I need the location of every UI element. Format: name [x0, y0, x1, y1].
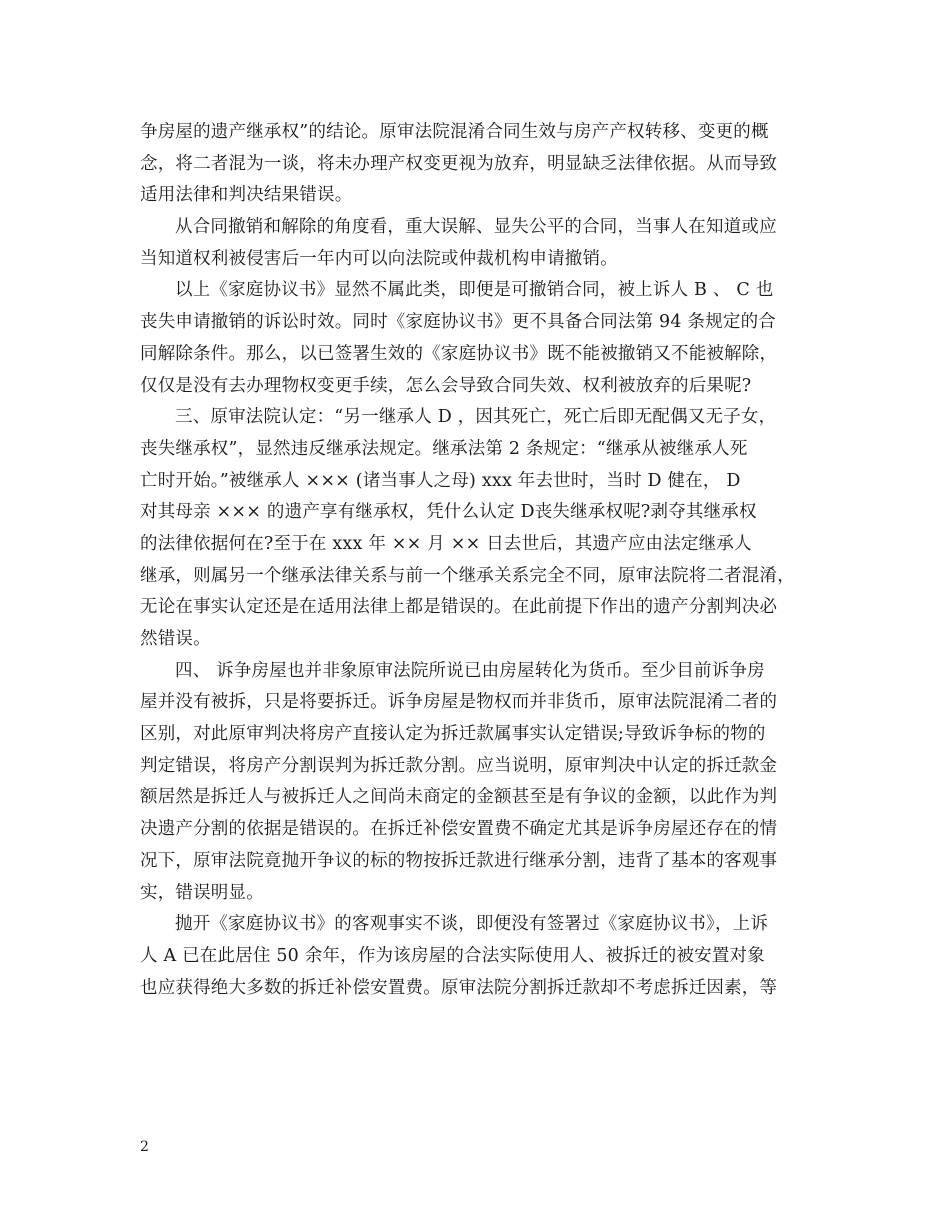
text-line: 判定错误，将房产分割误判为拆迁款分割。应当说明，原审判决中认定的拆迁款金: [140, 755, 778, 776]
text-line: 以上《家庭协议书》显然不属此类，即便是可撤销合同，被上诉人 B 、 C 也: [175, 280, 774, 301]
text-line: 丧失申请撤销的诉讼时效。同时《家庭协议书》更不具备合同法第 94 条规定的合: [140, 312, 776, 333]
text-line: 额居然是拆迁人与被拆迁人之间尚未商定的金额甚至是有争议的金额，以此作为判: [140, 787, 778, 808]
text-line: 当知道权利被侵害后一年内可以向法院或仲裁机构申请撤销。: [140, 248, 618, 269]
text-line: 决遗产分割的依据是错误的。在拆迁补偿安置费不确定尤其是诉争房屋还存在的情: [140, 819, 778, 840]
paragraph-5: [140, 656, 812, 910]
text-line: 的法律依据何在?至于在 xxx 年 ×× 月 ×× 日去世后，其遗产应由法定继承人: [140, 533, 752, 554]
text-line: 无论在事实认定还是在适用法律上都是错误的。在此前提下作出的遗产分割判决必: [140, 597, 778, 618]
text-line: 也应获得绝大多数的拆迁补偿安置费。原审法院分割拆迁款却不考虑拆迁因素，等: [140, 977, 778, 998]
text-line: 同解除条件。那么，以已签署生效的《家庭协议书》既不能被撤销又不能被解除，: [140, 343, 778, 364]
text-line: 从合同撤销和解除的角度看，重大误解、显失公平的合同，当事人在知道或应: [175, 217, 777, 238]
text-line: 仅仅是没有去办理物权变更手续，怎么会导致合同失效、权利被放弃的后果呢?: [140, 375, 752, 396]
text-line: 念，将二者混为一谈，将未办理产权变更视为放弃，明显缺乏法律依据。从而导致: [140, 153, 778, 174]
paragraph-1: [140, 117, 812, 212]
text-line: 四、 诉争房屋也并非象原审法院所说已由房屋转化为货币。至少目前诉争房: [175, 660, 765, 681]
text-line: 亡时开始。”被继承人 ××× (诸当事人之母) xxx 年去世时，当时 D 健在， D: [140, 470, 741, 491]
text-line: 人 A 已在此居住 50 余年，作为该房屋的合法实际使用人、被拆迁的被安置对象: [140, 945, 765, 966]
text-line: 对其母亲 ××× 的遗产享有继承权，凭什么认定 D丧失继承权呢?剥夺其继承权: [140, 502, 757, 523]
text-line: 况下，原审法院竟抛开争议的标的物按拆迁款进行继承分割，违背了基本的客观事: [140, 850, 778, 871]
text-line: 抛开《家庭协议书》的客观事实不谈，即便没有签署过《家庭协议书》，上诉: [175, 914, 769, 935]
text-line: 争房屋的遗产继承权”的结论。原审法院混淆合同生效与房产产权转移、变更的概: [140, 122, 769, 142]
paragraph-3: [140, 275, 812, 402]
text-line: 区别，对此原审判决将房产直接认定为拆迁款属事实认定错误;导致诉争标的物的: [140, 724, 766, 745]
text-line: 屋并没有被拆，只是将要拆迁。诉争房屋是物权而并非货币，原审法院混淆二者的: [140, 692, 778, 713]
text-line: 适用法律和判决结果错误。: [140, 185, 353, 206]
text-line: 然错误。: [140, 629, 211, 649]
text-line: 实，错误明显。: [140, 882, 264, 903]
paragraph-4: [140, 402, 812, 656]
text-line: 继承，则属另一个继承法律关系与前一个继承关系完全不同，原审法院将二者混淆，: [140, 565, 795, 586]
text-line: 丧失继承权”，显然违反继承法规定。继承法第 2 条规定：“继承从被继承人死: [140, 438, 748, 459]
paragraph-2: [140, 212, 812, 275]
paragraph-6: [140, 909, 812, 1004]
text-line: 三、原审法院认定：“另一继承人 D ，因其死亡，死亡后即无配偶又无子女，: [175, 407, 777, 428]
document-body: [140, 117, 812, 1004]
page-number: 2: [140, 1139, 149, 1155]
